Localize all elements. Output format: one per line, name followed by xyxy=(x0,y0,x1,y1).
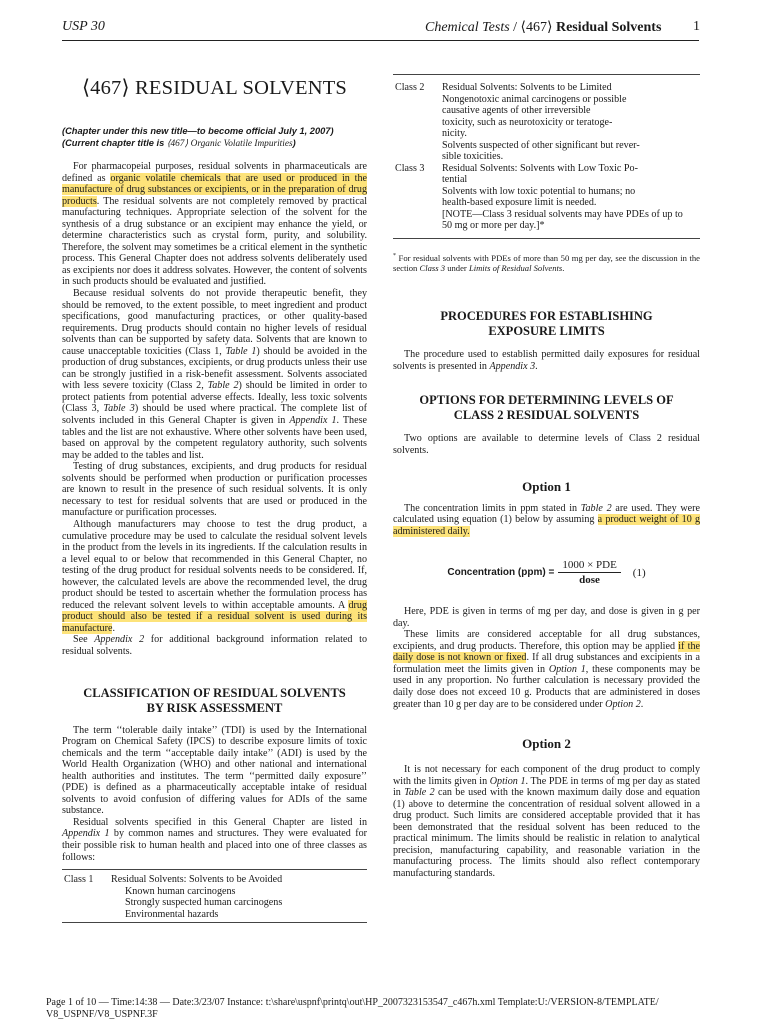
class-label: Class 2 xyxy=(395,82,425,93)
section-ref: Limits of Residual Solvents xyxy=(468,262,563,273)
footnote xyxy=(393,251,700,274)
notice-prefix: (Current chapter title is xyxy=(62,137,167,148)
text: . The residual solvents are not completely removed by practical manufacturing techniques. Appropriate selection of the solvent for the synthesis of a drug substance or an excipient may enhance the yield, or determine characteristics such as crystal form, purity, and solubility. Therefore, the solvent may sometimes be a critical element in the synthetic process. This General Chapter does not address solvents deliberately used as excipients nor does it address solvates. However, the content of solvents in such products should be evaluated and justified. xyxy=(62,195,367,288)
equation-lhs: Concentration (ppm) = xyxy=(447,567,555,579)
class-line: Nongenotoxic animal carcinogens or possible xyxy=(442,93,627,105)
notice-line-1: (Chapter under this new title—to become official July 1, 2007) xyxy=(62,126,334,136)
appendix-ref: Appendix 1 xyxy=(62,828,110,840)
right-column xyxy=(393,74,700,880)
footer-line-2: V8_USPNF/V8_USPNF.3F xyxy=(46,1009,158,1020)
table-ref: Table 3 xyxy=(103,403,135,415)
appendix-ref: Appendix 3 xyxy=(489,360,536,372)
options-paragraph: Two options are available to determine levels of Class 2 residual solvents. xyxy=(393,433,700,456)
notice-suffix: ) xyxy=(292,137,296,148)
option-1-paragraph-3 xyxy=(393,629,700,710)
text: ) should be avoided in the production of drug substances, excipients, or drug products unless their use can be strongly justified in a risk-benefit assessment. Solvents associated with less severe toxicity (Class 2, xyxy=(62,345,367,392)
intro-paragraph-5 xyxy=(62,634,367,657)
option-1-paragraph-1 xyxy=(393,503,700,538)
official-notice xyxy=(62,126,367,150)
equation-fraction xyxy=(558,559,620,586)
intro-paragraph-4 xyxy=(62,519,367,634)
highlighted-text: a product weight of 10 g administered daily. xyxy=(393,514,700,537)
class-line: [NOTE—Class 3 residual solvents may have PDEs of up to xyxy=(442,208,683,220)
class-line: toxicity, such as neurotoxicity or teratoge- xyxy=(442,116,613,128)
section-heading-options: OPTIONS FOR DETERMINING LEVELS OF CLASS 2 RESIDUAL SOLVENTS xyxy=(419,393,674,423)
text: The concentration limits in ppm stated in xyxy=(404,502,581,514)
option-1-paragraph-2: Here, PDE is given in terms of mg per day, and dose is given in g per day. xyxy=(393,606,700,629)
option-2-heading: Option 2 xyxy=(522,736,571,752)
text: by common names and structures. They were evaluated for their possible risk to human health and placed into one of three classes as follows: xyxy=(62,828,367,863)
text: It is not necessary for each component of the drug product to comply with the limits given in xyxy=(393,764,700,787)
section-heading-procedures: PROCEDURES FOR ESTABLISHING EXPOSURE LIMITS xyxy=(440,309,653,339)
header-separator: / xyxy=(513,20,518,35)
table-ref: Table 1 xyxy=(225,345,257,357)
class-line: Residual Solvents: Solvents to be Avoided xyxy=(111,874,283,886)
left-column xyxy=(62,75,367,923)
text: Residual solvents specified in this General Chapter are listed in xyxy=(73,816,367,828)
class-line: Solvents suspected of other significant but rever- xyxy=(442,139,640,151)
table-ref: Table 2 xyxy=(404,787,435,799)
header-rule xyxy=(62,40,699,41)
classification-paragraph-2 xyxy=(62,817,367,863)
text: , these components may be used in any proportion. No further calculation is necessary provided the daily dose does not exceed 10 g. Products that are administered in doses greater than 10 g per day are to be considered under xyxy=(393,663,701,710)
section-ref: Class 3 xyxy=(419,262,446,273)
class-row-2 xyxy=(393,82,700,163)
option-ref: Option 1 xyxy=(489,775,526,787)
text: . xyxy=(535,360,538,372)
class-line: 50 mg or more per day.]* xyxy=(442,220,545,231)
text: For residual solvents with PDEs of more than 50 mg per day, see the discussion in the section xyxy=(393,252,700,273)
class-row-1 xyxy=(62,874,367,920)
equation-number: (1) xyxy=(632,566,646,579)
class-lines xyxy=(111,874,282,920)
footnote-mark: * xyxy=(393,252,396,259)
header-chapter-text: Chemical Tests xyxy=(425,20,510,35)
class-line: nicity. xyxy=(442,128,467,139)
text: . xyxy=(640,698,644,710)
class-row-3 xyxy=(393,163,700,232)
text: ) should be limited in order to protect patients from potential adverse effects. Ideally, less toxic solvents (Class 3, xyxy=(62,380,368,415)
text: Because residual solvents do not provide therapeutic benefit, they should be removed, to the extent possible, to meet ingredient and product specifications, good manufacturing practices, or other quality-based requirements. Drug products should contain no higher levels of residual solvents than can be supported by safety data. Solvents that are known to cause unacceptable toxicities (Class 1, xyxy=(62,288,367,357)
option-1-heading: Option 1 xyxy=(522,478,571,494)
equation-denominator: dose xyxy=(579,574,600,587)
text: are used. They were calculated using equation (1) below by assuming xyxy=(393,502,700,526)
header-chapter-num: ⟨467⟩ xyxy=(520,20,553,35)
class-line: Residual Solvents: Solvents to be Limited xyxy=(442,82,612,93)
class-table-right xyxy=(393,74,700,239)
text: These limits are considered acceptable for all drug substances, excipients, and drug products. Therefore, this option may be applied xyxy=(393,629,700,652)
text: . The PDE in terms of mg per day as stated in xyxy=(393,775,701,799)
class-table-left xyxy=(62,869,367,923)
equation-numerator: 1000 × PDE xyxy=(558,559,620,573)
text: . xyxy=(562,262,565,273)
class-line: tential xyxy=(442,174,468,185)
text: See xyxy=(73,634,95,646)
intro-paragraph-2 xyxy=(62,288,367,461)
table-ref: Table 2 xyxy=(580,502,612,514)
appendix-ref: Appendix 2 xyxy=(94,634,145,646)
option-ref: Option 2 xyxy=(605,698,641,710)
class-line: Strongly suspected human carcinogens xyxy=(125,897,283,909)
class-line: Known human carcinogens xyxy=(125,885,236,897)
option-2-paragraph xyxy=(393,764,700,879)
class-lines xyxy=(442,163,683,232)
text: . xyxy=(112,622,115,634)
highlighted-text: drug product should also be tested if a residual solvent is used during its manufacture xyxy=(62,599,367,634)
highlighted-text: if the daily dose is not known or fixed xyxy=(393,640,700,664)
running-header-chapter xyxy=(425,19,661,36)
procedures-paragraph xyxy=(393,349,700,372)
equation-1 xyxy=(393,559,700,586)
section-heading-classification: CLASSIFICATION OF RESIDUAL SOLVENTS BY RISK ASSESSMENT xyxy=(83,685,346,715)
text: ) should be used where practical. The complete list of solvents included in this General Chapter is given in xyxy=(62,403,367,427)
notice-old-title: Organic Volatile Impurities xyxy=(190,138,293,149)
text: for additional background information related to residual solvents. xyxy=(62,634,367,657)
table-ref: Table 2 xyxy=(207,380,239,392)
class-lines xyxy=(442,82,640,163)
class-label: Class 1 xyxy=(64,874,94,886)
footer-line-1: Page 1 of 10 — Time:14:38 — Date:3/23/07 Instance: t:\share\uspnf\printq\out\HP_2007323153547_c467h.xml Template:U:/VERSION-8/TEMPLATE/ xyxy=(46,997,659,1008)
intro-paragraph-3: Testing of drug substances, excipients, and drug products for residual solvents should be performed when production or purification processes are known to result in the presence of such residual solvents. It is only necessary to test for residual solvents that are used or produced in the manufacture or purification processes. xyxy=(62,461,367,519)
class-label: Class 3 xyxy=(395,162,425,174)
notice-ref: ⟨467⟩ xyxy=(166,138,189,149)
page-footer xyxy=(46,997,716,1021)
running-header-left: USP 30 xyxy=(62,19,105,34)
page-number: 1 xyxy=(693,19,700,34)
text: can be used with the known maximum daily dose and equation (1) above to determine the concentration of residual solvent allowed in a drug product. Such limits are considered acceptable provided that it has been demonstrated that the residual solvent has been reduced to the practical minimum. The limits should be realistic in relation to analytical precision, manufacturing capability, and reasonable variation in the manufacturing process. The limits should also reflect contemporary manufacturing standards. xyxy=(393,787,701,880)
class-line: Environmental hazards xyxy=(125,908,219,920)
text: . If all drug substances and excipients in a formulation meet the limits given in xyxy=(393,652,700,675)
text: Although manufacturers may choose to test the drug product, a cumulative procedure may be used to calculate the residual solvent levels in the product from the levels in its ingredients. If the calculation results in a level equal to or below that recommended in this General Chapter, no testing of the drug product for residual solvents needs to be considered. If, however, the calculated levels are above the recommended level, the drug product should be tested to ascertain whether the formulation process has reduced the relevant solvent levels to within acceptable amounts. A xyxy=(62,518,367,611)
class-line: health-based exposure limit is needed. xyxy=(442,197,597,208)
class-line: Solvents with low toxic potential to humans; no xyxy=(442,185,636,197)
notice-line-2 xyxy=(62,138,367,151)
intro-paragraph-1 xyxy=(62,161,367,288)
classification-paragraph-1: The term ‘‘tolerable daily intake’’ (TDI) is used by the International Program on Chemical Safety (IPCS) to describe exposure limits of toxic chemicals and the term ‘‘acceptable daily intake’’ (ADI) is used by the World Health Organization (WHO) and other national and international health authorities and institutes. The term ‘‘permitted daily exposure’’ (PDE) is defined as a pharmaceutically acceptable intake of residual solvents to avoid confusion of differing values for ADIs of the same substance. xyxy=(62,724,367,817)
class-line: causative agents of other irreversible xyxy=(442,105,591,116)
header-chapter-name: Residual Solvents xyxy=(555,20,662,35)
chapter-title: ⟨467⟩ RESIDUAL SOLVENTS xyxy=(81,77,348,99)
option-ref: Option 1 xyxy=(548,663,586,675)
appendix-ref: Appendix 1 xyxy=(289,415,337,427)
text: The procedure used to establish permitted daily exposures for residual solvents is presented in xyxy=(393,349,700,372)
text: under xyxy=(445,262,469,273)
class-line: sible toxicities. xyxy=(442,151,504,162)
text: For pharmacopeial purposes, residual solvents in pharmaceuticals are defined as xyxy=(62,161,367,184)
highlighted-text: organic volatile chemicals that are used or produced in the manufacture of drug substances or excipients, or in the preparation of drug products xyxy=(62,172,367,207)
class-line: Residual Solvents: Solvents with Low Toxic Po- xyxy=(442,162,638,174)
text: . These tables and the list are not exhaustive. Where other solvents have been used, based on approval by the competent regulatory authority, such solvents may be added to the tables and list. xyxy=(62,415,367,461)
